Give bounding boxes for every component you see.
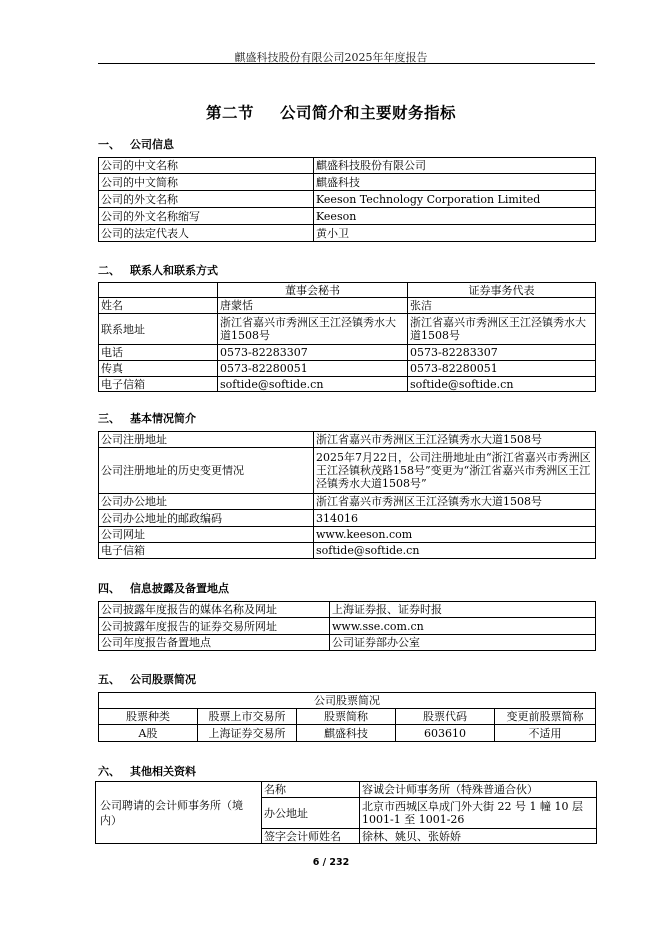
section-name: 公司简介和主要财务指标 — [280, 104, 457, 122]
table-row: 传真 0573-82280051 0573-82280051 — [99, 361, 596, 377]
stock-table — [98, 692, 596, 742]
table-row: 公司的外文名称 Keeson Technology Corporation Limited — [99, 191, 596, 208]
heading-stock: 五、 公司股票简况 — [98, 673, 196, 686]
page-number: 6 / 232 — [312, 857, 350, 868]
auditor-table — [95, 781, 597, 844]
table-row: 公司注册地址的历史变更情况 2025年7月22日，公司注册地址由“浙江省嘉兴市秀洲区王江泾镇秋茂路158号”变更为“浙江省嘉兴市秀洲区王江泾镇秀水大道1508号” — [99, 448, 596, 494]
table-row: 电话 0573-82283307 0573-82283307 — [99, 345, 596, 361]
table-row: 公司的法定代表人 黄小卫 — [99, 225, 596, 242]
section-title — [0, 101, 662, 123]
page-header: 麒盛科技股份有限公司2025年年度报告 — [234, 51, 428, 64]
disclosure-table — [98, 601, 596, 651]
basic-info-table — [98, 431, 596, 559]
table-row: 公司聘请的会计师事务所（境内） 名称 容诚会计师事务所（特殊普通合伙） — [96, 782, 597, 798]
table-row: 公司的外文名称缩写 Keeson — [99, 208, 596, 225]
table-row: 公司年度报告备置地点 公司证券部办公室 — [99, 635, 596, 651]
heading-disclosure: 四、 信息披露及备置地点 — [98, 582, 229, 595]
table-row: 公司办公地址 浙江省嘉兴市秀洲区王江泾镇秀水大道1508号 — [99, 494, 596, 510]
table-row: 公司的中文名称 麒盛科技股份有限公司 — [99, 158, 596, 174]
section-number: 第二节 — [205, 104, 254, 122]
heading-contacts: 二、 联系人和联系方式 — [98, 264, 218, 277]
heading-basic-info: 三、 基本情况简介 — [98, 412, 196, 425]
table-row: 签字会计师姓名 徐林、姚贝、张娇娇 — [96, 829, 597, 844]
heading-company-info: 一、 公司信息 — [98, 138, 174, 151]
table-row: 公司的中文简称 麒盛科技 — [99, 174, 596, 191]
table-row: 姓名 唐蒙恬 张洁 — [99, 298, 596, 314]
table-row: 公司注册地址 浙江省嘉兴市秀洲区王江泾镇秀水大道1508号 — [99, 432, 596, 448]
table-row: 办公地址 北京市西城区阜成门外大街 22 号 1 幢 10 层 1001-1 至 1001-26 — [96, 798, 597, 829]
table-title-row: 公司股票简况 — [99, 693, 596, 709]
table-row: 公司披露年度报告的媒体名称及网址 上海证券报、证券时报 — [99, 602, 596, 618]
contacts-table — [98, 282, 596, 392]
table-row: 公司网址 www.keeson.com — [99, 527, 596, 543]
header-divider — [98, 63, 595, 64]
table-row: 公司披露年度报告的证券交易所网址 www.sse.com.cn — [99, 618, 596, 635]
table-header-row: 股票种类 股票上市交易所 股票简称 股票代码 变更前股票简称 — [99, 709, 596, 725]
table-row: 电子信箱 softide@softide.cn — [99, 543, 596, 559]
table-row: 公司办公地址的邮政编码 314016 — [99, 510, 596, 527]
table-row: 联系地址 浙江省嘉兴市秀洲区王江泾镇秀水大道1508号 浙江省嘉兴市秀洲区王江泾镇秀水大道1508号 — [99, 314, 596, 345]
table-row: 电子信箱 softide@softide.cn softide@softide.cn — [99, 377, 596, 392]
heading-other-info: 六、 其他相关资料 — [98, 765, 196, 778]
auditor-label: 公司聘请的会计师事务所（境内） — [96, 782, 262, 844]
table-row: A股 上海证券交易所 麒盛科技 603610 不适用 — [99, 725, 596, 742]
table-header-row: 董事会秘书 证券事务代表 — [99, 283, 596, 298]
company-info-table — [98, 157, 596, 242]
